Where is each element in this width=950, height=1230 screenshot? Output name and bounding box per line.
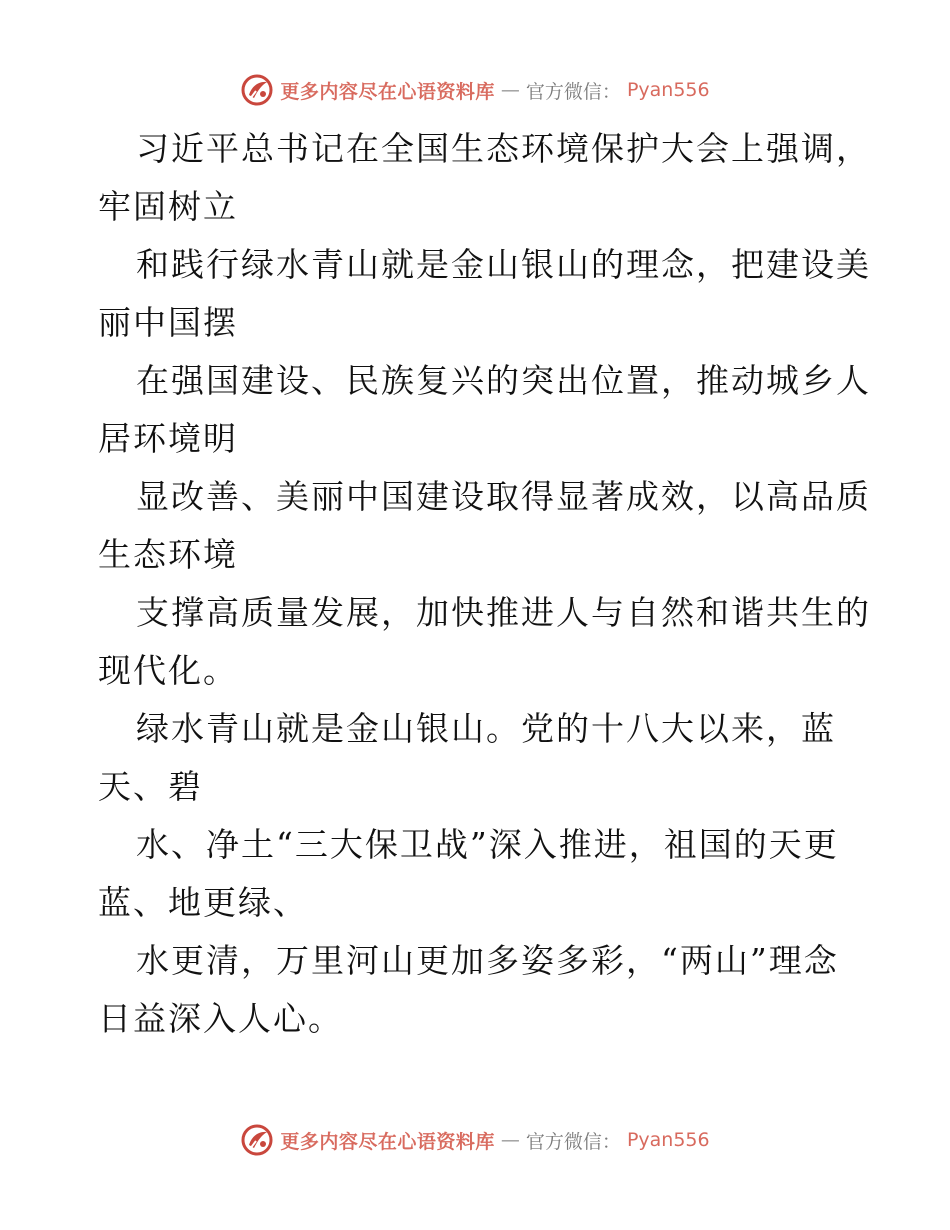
- paragraph-continuation: 天、碧: [98, 767, 203, 806]
- footer-brand: [240, 1123, 709, 1157]
- paragraph-continuation: 居环境明: [98, 419, 238, 458]
- paragraph-first-line: 水、净土“三大保卫战”深入推进，祖国的天更: [136, 825, 839, 864]
- footer-wechat-id: Pyan556: [626, 1129, 710, 1151]
- paragraph-first-line: 显改善、美丽中国建设取得显著成效，以高品质: [136, 477, 871, 516]
- footer-wechat-label: 官方微信：: [525, 1130, 621, 1153]
- paragraph-first-line: 在强国建设、民族复兴的突出位置，推动城乡人: [136, 361, 871, 400]
- paragraph: [98, 932, 858, 1048]
- paragraph: [98, 700, 858, 816]
- header-separator: —: [500, 79, 520, 101]
- paragraph-first-line: 支撑高质量发展，加快推进人与自然和谐共生的: [136, 593, 871, 632]
- header-wechat-label: 官方微信：: [525, 80, 621, 103]
- paragraph: [98, 120, 871, 236]
- paragraph: [98, 352, 871, 468]
- header-brand: [240, 73, 709, 107]
- header-wechat-id: Pyan556: [626, 79, 710, 101]
- paragraph-continuation: 蓝、地更绿、: [98, 883, 308, 922]
- paragraph-first-line: 水更清，万里河山更加多姿多彩，“两山”理念: [136, 941, 839, 980]
- brand-logo-icon: [240, 1123, 274, 1157]
- footer-brand-text: 更多内容尽在心语资料库: [280, 1130, 495, 1153]
- document-body: [98, 120, 871, 1048]
- paragraph-first-line: 习近平总书记在全国生态环境保护大会上强调，: [136, 129, 871, 168]
- header-brand-text: 更多内容尽在心语资料库: [280, 80, 495, 103]
- footer-separator: —: [500, 1129, 520, 1151]
- paragraph-first-line: 和践行绿水青山就是金山银山的理念，把建设美: [136, 245, 871, 284]
- paragraph-continuation: 日益深入人心。: [98, 999, 343, 1038]
- paragraph: [98, 816, 858, 932]
- paragraph-continuation: 丽中国摆: [98, 303, 238, 342]
- paragraph-continuation: 生态环境: [98, 535, 238, 574]
- brand-logo-icon: [240, 73, 274, 107]
- paragraph-continuation: 现代化。: [98, 651, 238, 690]
- paragraph: [98, 584, 871, 700]
- page-header: [0, 70, 950, 110]
- paragraph: [98, 236, 871, 352]
- paragraph: [98, 468, 871, 584]
- paragraph-continuation: 牢固树立: [98, 187, 238, 226]
- paragraph-first-line: 绿水青山就是金山银山。党的十八大以来，蓝: [136, 709, 836, 748]
- page-footer: [0, 1120, 950, 1160]
